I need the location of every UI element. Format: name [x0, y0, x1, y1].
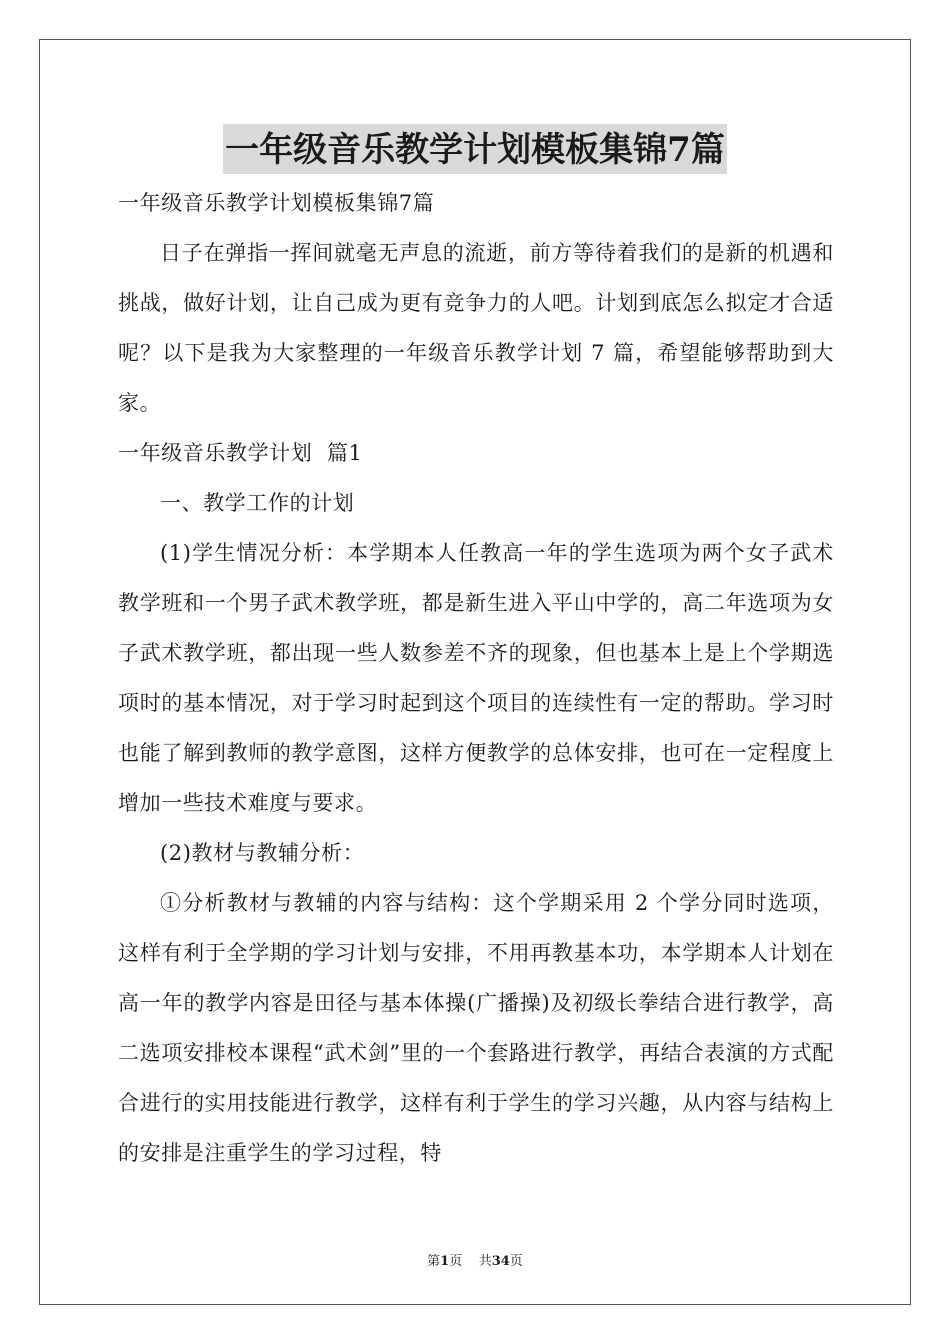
- footer-suffix: 页: [509, 1254, 523, 1269]
- intro-paragraph: 日子在弹指一挥间就毫无声息的流逝，前方等待着我们的是新的机遇和挑战，做好计划，让自己成为更有竞争力的人吧。计划到底怎么拟定才合适呢？以下是我为大家整理的一年级音乐教学计划 7 篇，希望能够帮助到大家。: [118, 241, 834, 415]
- section-title: 一年级音乐教学计划 篇1: [118, 441, 363, 465]
- title-container: [0, 124, 950, 174]
- document-body: [118, 178, 834, 1178]
- document-title: 一年级音乐教学计划模板集锦7篇: [223, 124, 727, 174]
- document-subtitle: 一年级音乐教学计划模板集锦7篇: [118, 191, 435, 215]
- total-pages-number: 34: [491, 1254, 510, 1269]
- current-page-number: 1: [440, 1254, 450, 1269]
- section-heading: 一、教学工作的计划: [160, 491, 355, 515]
- footer-mid: 页 共: [449, 1254, 492, 1269]
- page-footer: [0, 1250, 950, 1269]
- footer-prefix: 第: [427, 1254, 441, 1269]
- material-analysis-paragraph: ①分析教材与教辅的内容与结构：这个学期采用 2 个学分同时选项，这样有利于全学期的学习计划与安排，不用再教基本功，本学期本人计划在高一年的教学内容是田径与基本体操(广播操)及初级长拳结合进行教学，高二选项安排校本课程“武术剑”里的一个套路进行教学，再结合表演的方式配合进行的实用技能进行教学，这样有利于学生的学习兴趣，从内容与结构上的安排是注重学生的学习过程，特: [118, 891, 834, 1165]
- student-analysis-paragraph: (1)学生情况分析：本学期本人任教高一年的学生选项为两个女子武术教学班和一个男子武术教学班，都是新生进入平山中学的，高二年选项为女子武术教学班，都出现一些人数参差不齐的现象，但也基本上是上个学期选项时的基本情况，对于学习时起到这个项目的连续性有一定的帮助。学习时也能了解到教师的教学意图，这样方便教学的总体安排，也可在一定程度上增加一些技术难度与要求。: [118, 541, 834, 815]
- material-heading: (2)教材与教辅分析：: [160, 841, 365, 865]
